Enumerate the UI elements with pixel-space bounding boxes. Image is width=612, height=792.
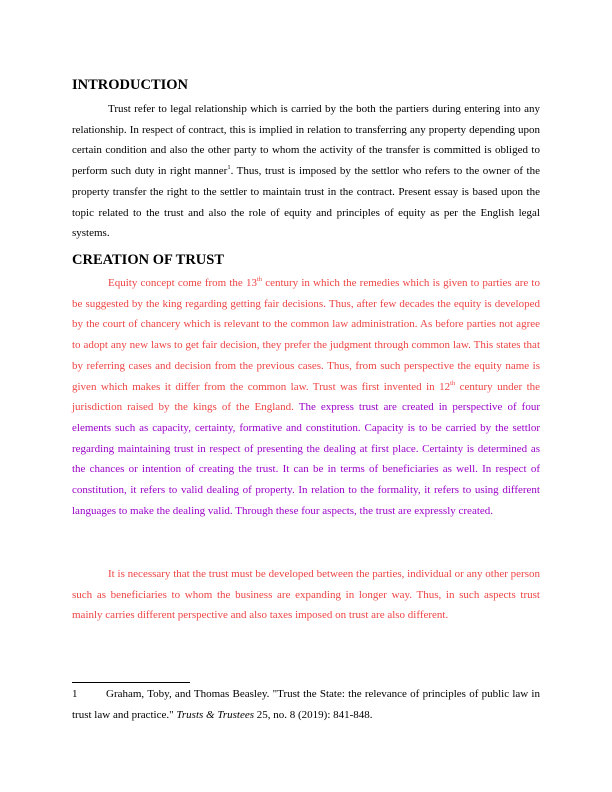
introduction-paragraph bbox=[72, 99, 540, 244]
equity-history-text-c: century under the jurisdiction raised by the kings of the England. bbox=[72, 380, 541, 414]
footnote-separator bbox=[72, 682, 190, 683]
creation-paragraph-2: It is necessary that the trust must be developed between the parties, individual or any other person such as beneficiaries to whom the business are expanding in longer way. Thus, in such aspects trust mainly carries different perspective and also taxes imposed on trust are also different. bbox=[72, 568, 540, 622]
intro-text-a: Trust refer to legal relationship which is carried by the both the partiers during entering into any relationship. In respect of contract, this is implied in relation to transferring any property depending upon certain condition and also the other party to whom the activity of the transfer is committed is obliged to perform such duty in right manner bbox=[72, 103, 540, 178]
introduction-heading: INTRODUCTION bbox=[72, 77, 189, 93]
express-trust-text: The express trust are created in perspective of four elements such as capacity, certainty, formative and constitution. Capacity is to be carried by the settlor regarding maintaining trust in respect of presenting the dealing at first place. Certainty is determined as the chances or intention of creating the trust. It can be in terms of beneficiaries as well. In respect of constitution, it refers to valid dealing of property. In relation to the formality, it refers to using different languages to make the dealing valid. Through these four aspects, the trust are expressly created. bbox=[72, 401, 540, 517]
intro-text-b: . Thus, trust is imposed by the settlor who refers to the owner of the property transfer the right to the settler to maintain trust in the contract. Present essay is based upon the topic related to the trust and also the role of equity and principles of equity as per the English legal systems. bbox=[72, 165, 540, 240]
superscript-th: th bbox=[450, 379, 456, 387]
footnote-number: 1 bbox=[72, 688, 78, 700]
superscript-th: th bbox=[256, 276, 263, 283]
creation-paragraph-1 bbox=[72, 273, 540, 521]
footnote-journal: Trusts & Trustees bbox=[176, 709, 255, 721]
footnote bbox=[72, 684, 540, 726]
footnote-text-b: 25, no. 8 (2019): 841-848. bbox=[254, 709, 373, 721]
equity-history-text-a: Equity concept come from the 13 bbox=[108, 277, 257, 289]
equity-history-text-b: century in which the remedies which is given to parties are to be suggested by the king regarding getting fair decisions. Thus, after few decades the equity is developed by the court of chancery which is relevant to the common law administration. As before parties not agree to adopt any new laws to get fair decision, they prefer the judgment through common law. This states that by referring cases and decision from the previous cases. Thus, from such perspective the equity name is given which makes it differ from the common law. Trust was first invented in 12 bbox=[72, 277, 540, 393]
creation-of-trust-heading: CREATION OF TRUST bbox=[72, 252, 225, 268]
footnote-reference[interactable]: 1 bbox=[227, 164, 231, 172]
footnote-text-a: Graham, Toby, and Thomas Beasley. "Trust the State: the relevance of principles of public law in trust law and practice." bbox=[72, 688, 540, 721]
